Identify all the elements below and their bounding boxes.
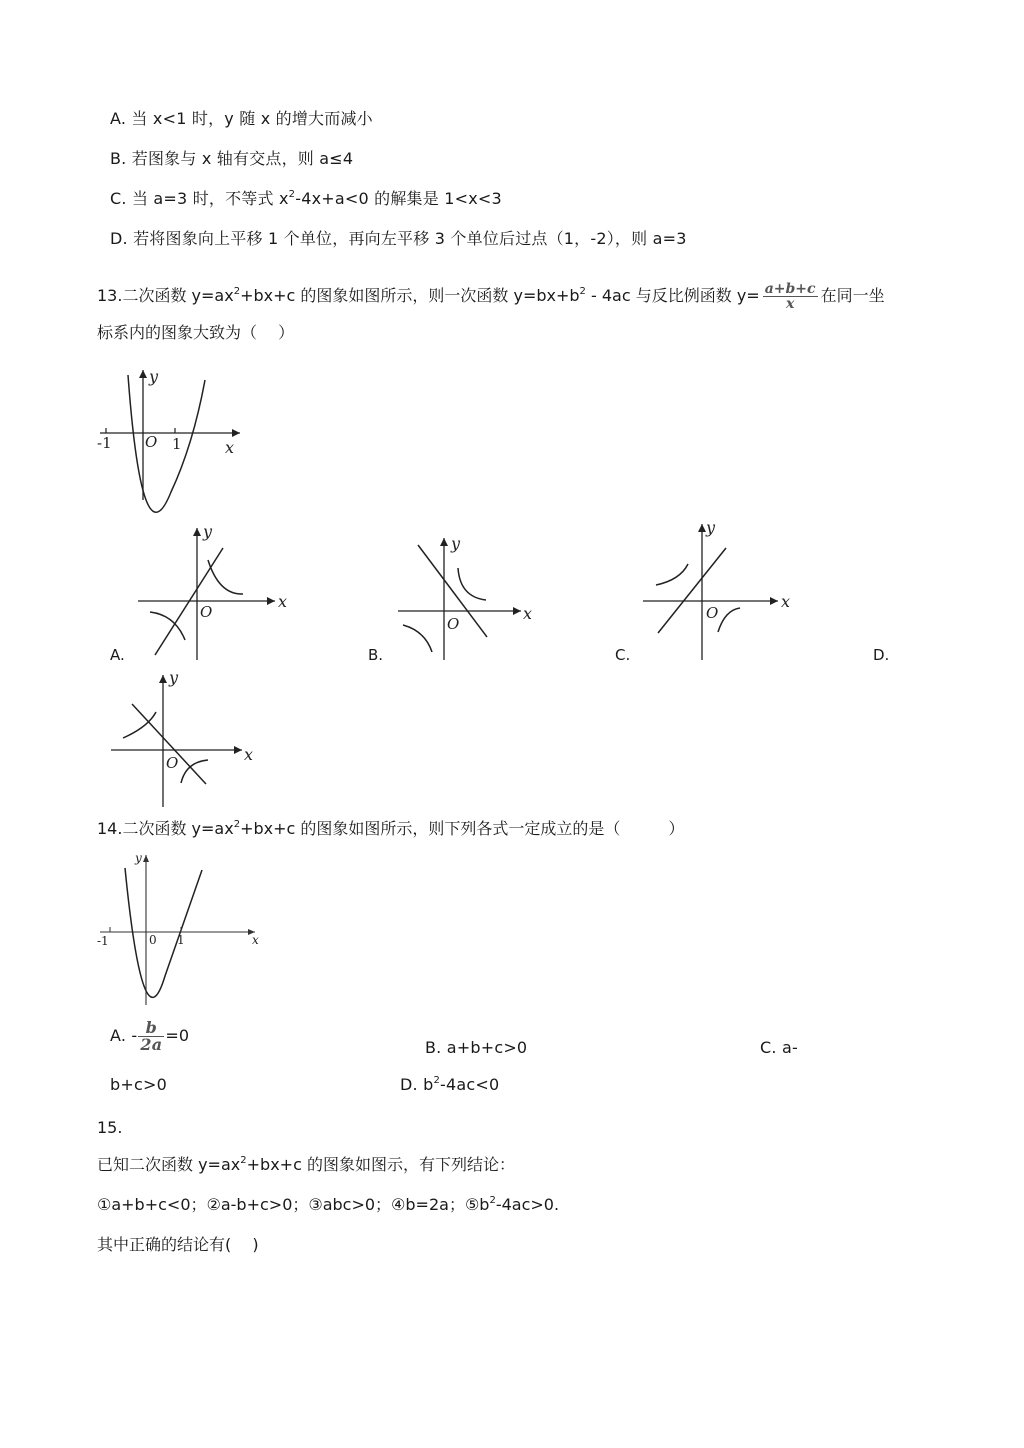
x-axis-label: x [781,592,791,611]
q13-option-d-label: D. [873,646,890,664]
fraction-denominator: 2a [140,1035,163,1054]
superscript: 2 [233,819,241,830]
superscript: 2 [433,1075,441,1086]
q13-option-d-graph [108,668,278,812]
x-axis-label: x [225,438,235,457]
fraction-numerator: a+b+c [764,281,816,297]
y-axis-label: y [451,534,461,553]
q13-stem-line2: 标系内的图象大致为（ ） [97,323,295,342]
y-axis-label: y [149,367,159,386]
q14-parabola-graph [95,850,265,1010]
q14-text: +bx+c 的图象如图所示，则下列各式一定成立的是（ ） [240,819,685,838]
q13-option-b-label: B. [368,646,384,664]
q14-fraction [138,1020,164,1053]
q15-stem [97,1154,515,1176]
superscript: 2 [288,189,296,200]
y-axis-label: y [135,851,142,865]
q12-option-b: B. 若图象与 x 轴有交点，则 a≤4 [110,149,354,168]
q15-number: 15. [97,1118,123,1137]
q13-option-c-label: C. [615,646,631,664]
q15-text: +bx+c 的图象如图示，有下列结论： [246,1155,515,1174]
q13-fraction [763,282,818,311]
q13-option-b-graph [395,535,555,675]
q14-option-d [400,1074,499,1096]
q12-option-d: D. 若将图象向上平移 1 个单位，再向左平移 3 个单位后过点（1，-2），则 a=3 [110,229,687,248]
q13-option-a-label: A. [110,646,125,664]
q15-text: -4ac>0. [495,1195,560,1214]
q14-option-a-prefix: A. - [110,1026,138,1045]
tick-label-1: 1 [172,435,182,453]
q14-option-a-suffix: =0 [165,1026,190,1045]
q13-stem [97,282,885,311]
q13-option-c-graph [640,520,810,660]
q14-option-d-text: D. b [400,1075,434,1094]
q15-text: 已知二次函数 y=ax [97,1155,241,1174]
q14-option-c: C. a- [760,1038,798,1057]
x-axis-label: x [278,592,288,611]
q13-text: - 4ac 与反比例函数 y= [585,286,760,305]
fraction-numerator: b [145,1018,158,1037]
q13-option-a-graph [135,522,295,665]
superscript: 2 [233,286,241,297]
q14-option-d-text: -4ac<0 [440,1075,500,1094]
origin-label: O [145,433,158,451]
q15-question: 其中正确的结论有( ) [97,1235,259,1254]
q14-option-a [110,1020,189,1053]
q15-conditions [97,1194,559,1216]
q14-option-c-cont: b+c>0 [110,1075,167,1094]
tick-label-neg1: -1 [97,434,112,452]
q14-stem [97,818,684,840]
q13-text: 在同一坐 [820,286,885,305]
fraction-denominator: x [763,296,818,311]
origin-label: O [706,604,719,622]
q14-option-b: B. a+b+c>0 [425,1038,528,1057]
q14-text: 14.二次函数 y=ax [97,819,234,838]
q12-option-c [110,188,502,210]
y-axis-label: y [203,522,213,541]
superscript: 2 [489,1195,496,1206]
q12-option-c-text: -4x+a<0 的解集是 1<x<3 [295,189,502,208]
q12-option-c-text: C. 当 a=3 时，不等式 x [110,189,289,208]
x-axis-label: x [244,745,254,764]
superscript: 2 [240,1155,247,1166]
origin-label: O [166,754,179,772]
superscript: 2 [579,286,586,297]
origin-label: O [200,603,213,621]
q13-parabola-graph [95,365,255,505]
tick-label-1: 1 [177,933,185,947]
y-axis-label: y [169,668,179,687]
origin-label: 0 [149,933,157,947]
y-axis-label: y [706,518,716,537]
x-axis-label: x [252,933,259,947]
q15-text: ①a+b+c<0；②a-b+c>0；③abc>0；④b=2a；⑤b [97,1195,490,1214]
q12-option-a: A. 当 x<1 时，y 随 x 的增大而减小 [110,109,373,128]
x-axis-label: x [523,604,533,623]
q13-text: 13.二次函数 y=ax [97,286,234,305]
tick-label-neg1: -1 [97,934,109,948]
q13-text: +bx+c 的图象如图所示，则一次函数 y=bx+b [240,286,580,305]
origin-label: O [447,615,460,633]
